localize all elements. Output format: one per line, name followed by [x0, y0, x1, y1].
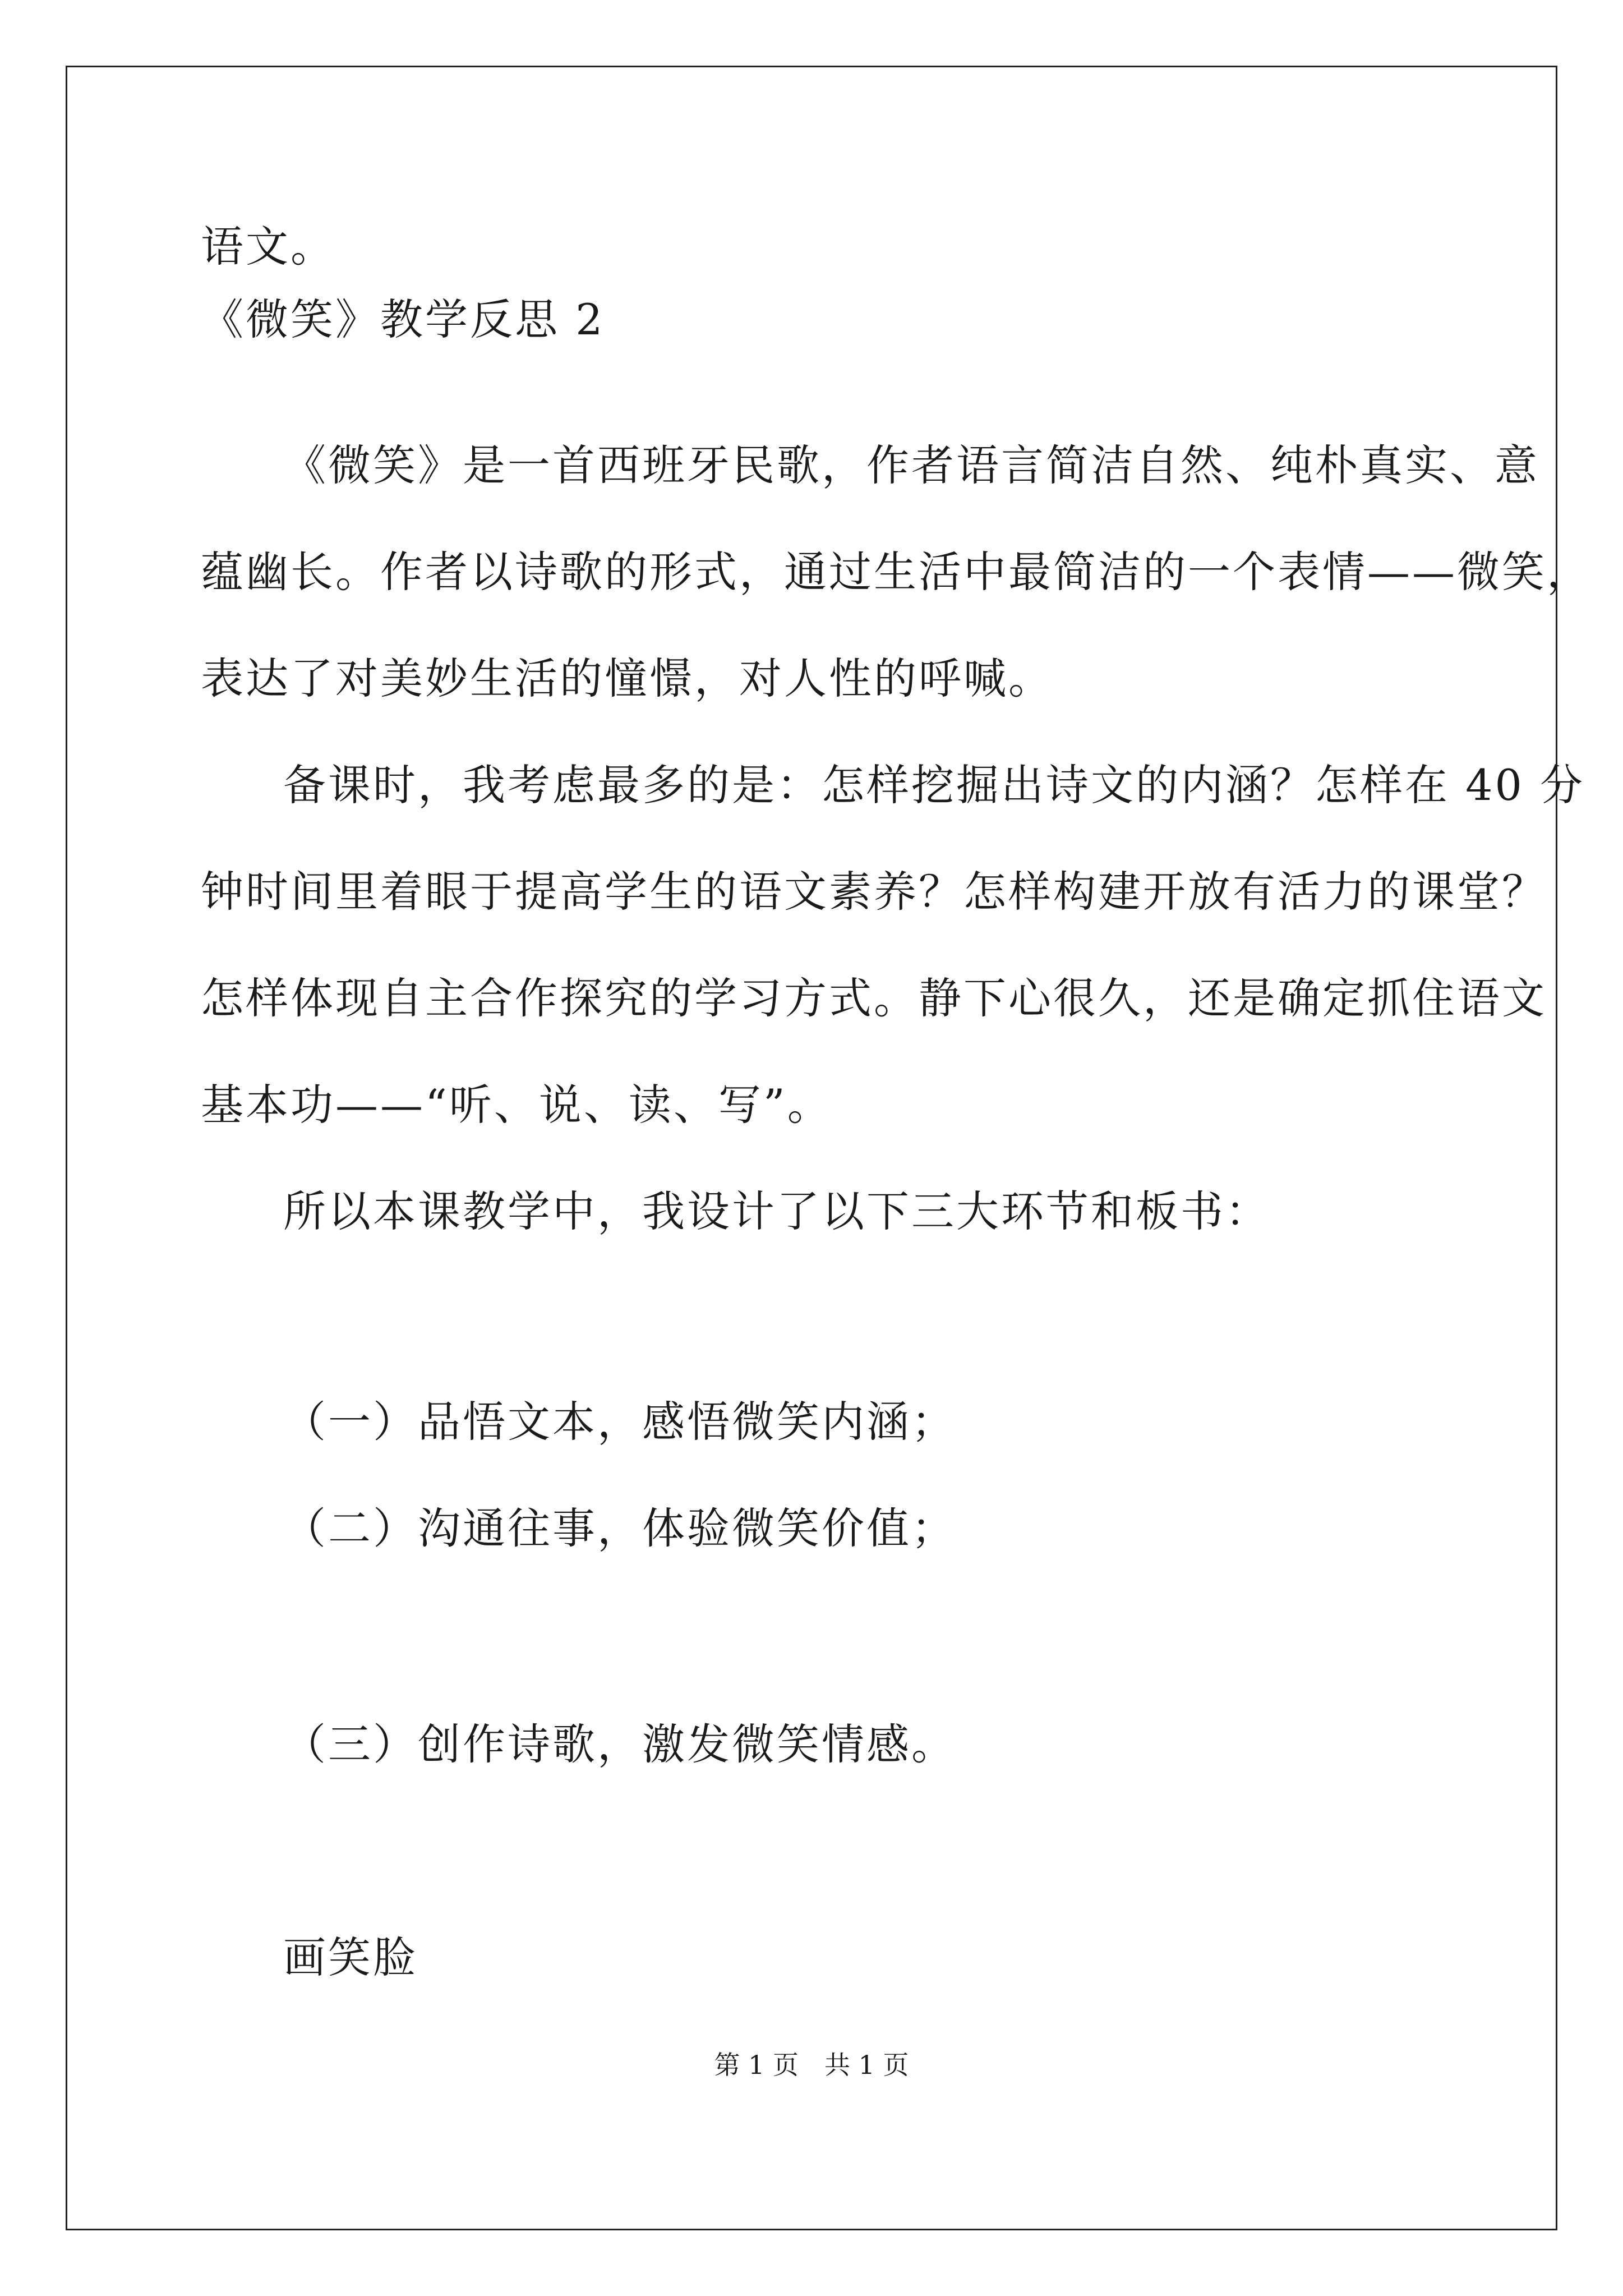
paragraph-1-line-2: 蕴幽长。作者以诗歌的形式，通过生活中最简洁的一个表情——微笑， — [201, 547, 1592, 597]
text-line-continuation: 语文。 — [201, 222, 335, 272]
paragraph-2-line-2: 钟时间里着眼于提高学生的语文素养？怎样构建开放有活力的课堂？ — [201, 867, 1547, 917]
blackboard-item: 画笑脸 — [283, 1932, 418, 1982]
list-item-1: （一）品悟文本，感悟微笑内涵； — [283, 1397, 956, 1447]
list-item-3: （三）创作诗歌，激发微笑情感。 — [283, 1719, 956, 1769]
paragraph-2-line-1: 备课时，我考虑最多的是：怎样挖掘出诗文的内涵？怎样在 40 分 — [283, 760, 1585, 810]
paragraph-3: 所以本课教学中，我设计了以下三大环节和板书： — [283, 1186, 1270, 1236]
list-item-2: （二）沟通往事，体验微笑价值； — [283, 1503, 956, 1553]
paragraph-2-line-3: 怎样体现自主合作探究的学习方式。静下心很久，还是确定抓住语文 — [201, 973, 1547, 1023]
paragraph-1-line-1: 《微笑》是一首西班牙民歌，作者语言简洁自然、纯朴真实、意 — [283, 440, 1539, 490]
section-heading: 《微笑》教学反思 2 — [201, 295, 605, 344]
page-border — [66, 66, 1557, 2230]
page-number-footer: 第 1 页 共 1 页 — [714, 2050, 909, 2080]
paragraph-1-line-3: 表达了对美妙生活的憧憬，对人性的呼喊。 — [201, 654, 1053, 703]
paragraph-2-line-4: 基本功——“听、说、读、写”。 — [201, 1080, 832, 1130]
